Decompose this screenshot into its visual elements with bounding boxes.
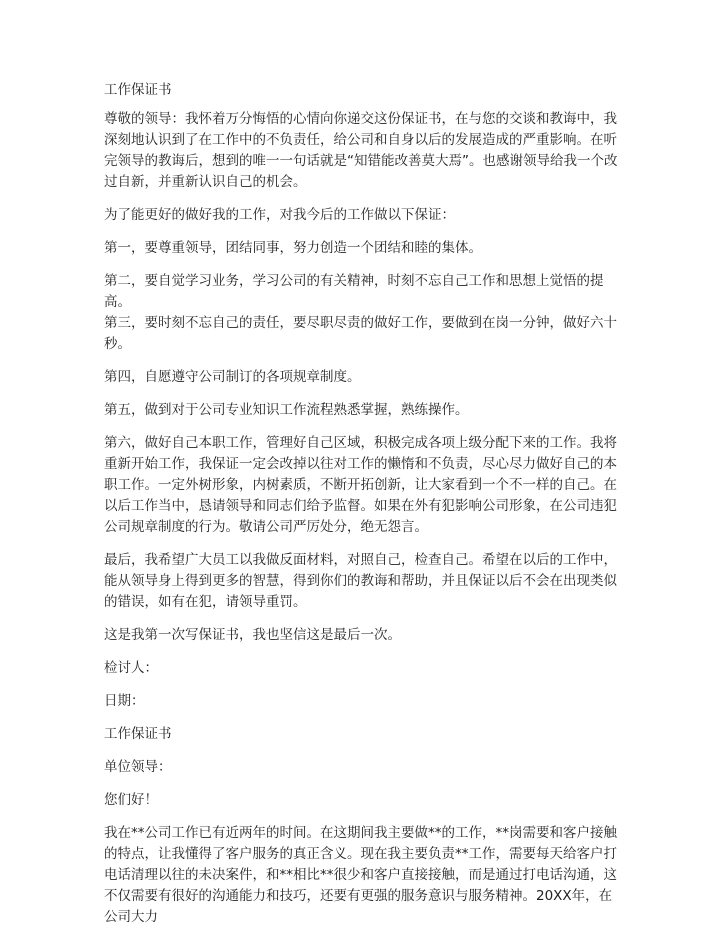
reviewer-label: 检讨人： xyxy=(104,660,158,676)
pledge-item-1: 第一，要尊重领导，团结同事，努力创造一个团结和睦的集体。 xyxy=(104,240,482,256)
greeting: 您们好！ xyxy=(104,792,158,808)
closing-paragraph: 最后，我希望广大员工以我做反面材料，对照自己，检查自己。希望在以后的工作中，能从领导身上得到更多的智慧，得到你们的教诲和帮助，并且保证以后不会在出现类似的错误，如有在犯，请领导重罚。 xyxy=(104,552,617,610)
second-title: 工作保证书 xyxy=(104,726,172,742)
pledge-item-3: 第三，要时刻不忘自己的责任，要尽职尽责的做好工作，要做到在岗一分钟，做好六十秒。 xyxy=(104,315,617,352)
document-title: 工作保证书 xyxy=(104,82,172,98)
second-body-paragraph: 我在**公司工作已有近两年的时间。在这期间我主要做**的工作，**岗需要和客户接触的特点，让我懂得了客户服务的真正含义。现在我主要负责**工作，需要每天给客户打电话清理以往的未决案件，和**相比**很少和客户直接接触，而是通过打电话沟通，这不仅需要有很好的沟通能力和技巧，还要有更强的服务意识与服务精神。20XX年，在公司大力 xyxy=(104,825,617,925)
final-statement: 这是我第一次写保证书，我也坚信这是最后一次。 xyxy=(104,627,401,643)
intro-paragraph: 为了能更好的做好我的工作，对我今后的工作做以下保证： xyxy=(104,207,455,223)
pledge-item-5: 第五，做到对于公司专业知识工作流程熟悉掌握，熟练操作。 xyxy=(104,402,469,418)
pledge-item-4: 第四，自愿遵守公司制订的各项规章制度。 xyxy=(104,369,361,385)
unit-leader-label: 单位领导： xyxy=(104,759,172,775)
salutation-paragraph: 尊敬的领导：我怀着万分悔悟的心情向你递交这份保证书，在与您的交谈和教诲中，我深刻地认识到了在工作中的不负责任，给公司和自身以后的发展造成的严重影响。在听完领导的教诲后，想到的唯一一句话就是“知错能改善莫大焉”。也感谢领导给我一个改过自新，并重新认识自己的机会。 xyxy=(104,111,618,190)
pledge-item-2: 第二，要自觉学习业务，学习公司的有关精神，时刻不忘自己工作和思想上觉悟的提高。 xyxy=(104,273,604,310)
pledge-item-6: 第六，做好自己本职工作，管理好自己区域，积极完成各项上级分配下来的工作。我将重新开始工作，我保证一定会改掉以往对工作的懒惰和不负责，尽心尽力做好自己的本职工作。一定外树形象，内树素质，不断开拓创新，让大家看到一个不一样的自己。在以后工作当中，恳请领导和同志们给予监督。如果在外有犯影响公司形象，在公司违犯公司规章制度的行为。敬请公司严厉处分，绝无怨言。 xyxy=(104,435,617,535)
document-page xyxy=(104,80,618,928)
date-label: 日期： xyxy=(104,693,145,709)
